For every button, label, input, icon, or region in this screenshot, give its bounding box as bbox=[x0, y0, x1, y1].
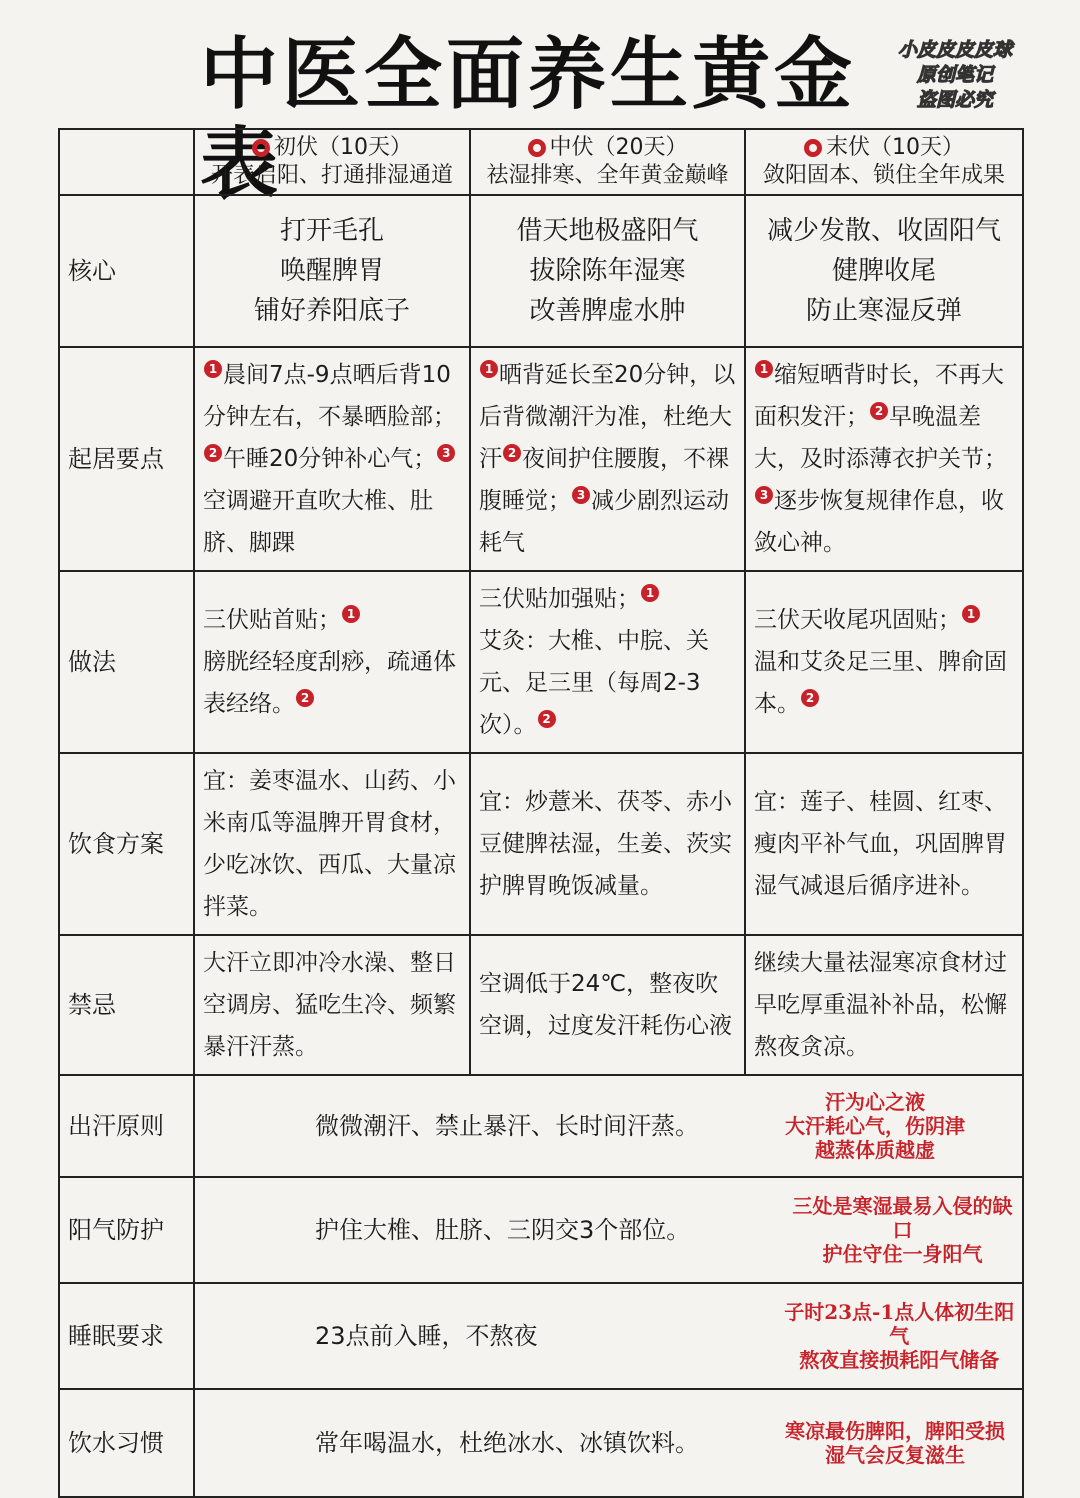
table-cell bbox=[745, 195, 1023, 347]
table-cell bbox=[745, 347, 1023, 571]
table-row-methods bbox=[59, 571, 1023, 753]
table-cell bbox=[470, 347, 745, 571]
row-label: 做法 bbox=[59, 571, 194, 753]
number-badge: 3 bbox=[755, 486, 773, 504]
table-cell: 空调低于24℃，整夜吹空调，过度发汗耗伤心液 bbox=[470, 935, 745, 1075]
note-line: 熬夜直接损耗阳气储备 bbox=[799, 1348, 1000, 1372]
cell-text: 早晚温差大，及时添薄衣护关节； bbox=[754, 404, 1007, 472]
row-label: 饮食方案 bbox=[59, 753, 194, 935]
number-badge: 2 bbox=[204, 444, 222, 462]
table-row-core bbox=[59, 195, 1023, 347]
wide-cell bbox=[194, 1283, 1023, 1389]
cell-text: 膀胱经轻度刮痧，疏通体表经络。 bbox=[203, 649, 456, 717]
column-header-zhongfu bbox=[470, 129, 745, 195]
number-badge: 2 bbox=[296, 689, 314, 707]
note-line: 护住守住一身阳气 bbox=[822, 1242, 983, 1266]
table-cell bbox=[470, 571, 745, 753]
wide-cell bbox=[194, 1389, 1023, 1497]
red-note bbox=[785, 1419, 1005, 1467]
table-cell: 宜：姜枣温水、山药、小米南瓜等温脾开胃食材，少吃冰饮、西瓜、大量凉拌菜。 bbox=[194, 753, 470, 935]
cell-text: 减少剧烈运动耗气 bbox=[479, 488, 729, 556]
table-row-diet bbox=[59, 753, 1023, 935]
note-line: 汗为心之液 bbox=[825, 1090, 925, 1114]
column-name: 末伏（10天） bbox=[826, 135, 964, 160]
wide-text: 护住大椎、肚脐、三阴交3个部位。 bbox=[315, 1216, 691, 1244]
column-name: 初伏（10天） bbox=[274, 135, 412, 160]
watermark bbox=[880, 38, 1030, 113]
table-row-taboo bbox=[59, 935, 1023, 1075]
cell-line: 减少发散、收固阳气 bbox=[766, 216, 1001, 246]
wide-text: 23点前入睡，不熬夜 bbox=[315, 1322, 538, 1350]
number-badge: 1 bbox=[480, 360, 498, 378]
table-cell: 继续大量祛湿寒凉食材过早吃厚重温补补品，松懈熬夜贪凉。 bbox=[745, 935, 1023, 1075]
table-cell bbox=[745, 571, 1023, 753]
red-note bbox=[783, 1194, 1022, 1266]
header-row bbox=[59, 129, 1023, 195]
note-line: 三处是寒湿最易入侵的缺口 bbox=[792, 1194, 1013, 1242]
page-title: 中医全面养生黄金表 bbox=[200, 29, 857, 210]
number-badge: 3 bbox=[437, 444, 455, 462]
table-cell: 宜：莲子、桂圆、红枣、瘦肉平补气血，巩固脾胃湿气减退后循序进补。 bbox=[745, 753, 1023, 935]
cell-line: 唤醒脾胃 bbox=[279, 256, 384, 286]
number-badge: 1 bbox=[342, 605, 360, 623]
red-note bbox=[776, 1300, 1022, 1372]
cell-line: 拔除陈年湿寒 bbox=[529, 256, 686, 286]
note-line: 寒凉最伤脾阳，脾阳受损 bbox=[785, 1419, 1005, 1443]
number-badge: 1 bbox=[204, 360, 222, 378]
row-label: 核心 bbox=[59, 195, 194, 347]
column-subtitle: 敛阳固本、锁住全年成果 bbox=[762, 163, 1005, 188]
table-cell: 宜：炒薏米、茯苓、赤小豆健脾祛湿，生姜、茨实护脾胃晚饭减量。 bbox=[470, 753, 745, 935]
health-table bbox=[58, 128, 1024, 1498]
number-badge: 2 bbox=[503, 444, 521, 462]
table-cell bbox=[470, 195, 745, 347]
table-cell bbox=[194, 195, 470, 347]
row-label: 睡眠要求 bbox=[59, 1283, 194, 1389]
corner-cell bbox=[59, 129, 194, 195]
cell-line: 铺好养阳底子 bbox=[253, 296, 410, 326]
column-subtitle: 开表启阳、打通排湿通道 bbox=[210, 163, 453, 188]
watermark-line: 盗图必究 bbox=[916, 89, 993, 111]
note-line: 子时23点-1点人体初生阳气 bbox=[784, 1300, 1015, 1348]
red-circle-icon bbox=[252, 139, 270, 157]
number-badge: 2 bbox=[538, 710, 556, 728]
row-label: 禁忌 bbox=[59, 935, 194, 1075]
cell-line: 健脾收尾 bbox=[831, 256, 936, 286]
row-label: 起居要点 bbox=[59, 347, 194, 571]
row-label: 饮水习惯 bbox=[59, 1389, 194, 1497]
cell-line: 改善脾虚水肿 bbox=[529, 296, 686, 326]
note-line: 湿气会反复滋生 bbox=[825, 1443, 965, 1467]
red-note bbox=[785, 1090, 965, 1162]
number-badge: 3 bbox=[572, 486, 590, 504]
table-row-drinking bbox=[59, 1389, 1023, 1497]
cell-text: 晨间7点-9点晒后背10分钟左右，不暴晒脸部； bbox=[203, 362, 456, 430]
cell-text: 缩短晒背时长，不再大面积发汗； bbox=[754, 362, 1004, 430]
number-badge: 1 bbox=[962, 605, 980, 623]
table-cell bbox=[194, 347, 470, 571]
wide-cell bbox=[194, 1177, 1023, 1283]
table-row-yang-protection bbox=[59, 1177, 1023, 1283]
table-cell: 大汗立即冲冷水澡、整日空调房、猛吃生冷、频繁暴汗汗蒸。 bbox=[194, 935, 470, 1075]
column-header-chufu bbox=[194, 129, 470, 195]
red-circle-icon bbox=[804, 139, 822, 157]
cell-text: 午睡20分钟补心气； bbox=[223, 446, 437, 472]
cell-line: 防止寒湿反弹 bbox=[805, 296, 962, 326]
column-header-mofu bbox=[745, 129, 1023, 195]
cell-text: 晒背延长至20分钟，以后背微潮汗为准，杜绝大汗 bbox=[479, 362, 736, 472]
table-row-sleep bbox=[59, 1283, 1023, 1389]
cell-line: 借天地极盛阳气 bbox=[516, 216, 699, 246]
cell-text: 空调避开直吹大椎、肚脐、脚踝 bbox=[203, 488, 433, 556]
note-line: 大汗耗心气，伤阴津 bbox=[785, 1114, 965, 1138]
cell-text: 三伏天收尾巩固贴； bbox=[754, 607, 961, 633]
cell-text: 三伏贴首贴； bbox=[203, 607, 341, 633]
red-circle-icon bbox=[528, 139, 546, 157]
number-badge: 1 bbox=[641, 584, 659, 602]
wide-cell bbox=[194, 1075, 1023, 1177]
number-badge: 1 bbox=[755, 360, 773, 378]
wide-text: 微微潮汗、禁止暴汗、长时间汗蒸。 bbox=[315, 1112, 699, 1140]
cell-text: 逐步恢复规律作息，收敛心神。 bbox=[754, 488, 1004, 556]
table-cell bbox=[194, 571, 470, 753]
column-name: 中伏（20天） bbox=[549, 135, 688, 160]
cell-text: 温和艾灸足三里、脾俞固本。 bbox=[754, 649, 1007, 717]
watermark-line: 小皮皮皮皮球 bbox=[897, 39, 1012, 61]
row-label: 阳气防护 bbox=[59, 1177, 194, 1283]
cell-text: 夜间护住腰腹，不裸腹睡觉； bbox=[479, 446, 729, 514]
cell-text: 三伏贴加强贴； bbox=[479, 586, 640, 612]
cell-line: 打开毛孔 bbox=[279, 216, 384, 246]
cell-text: 艾灸：大椎、中脘、关元、足三里（每周2-3次）。 bbox=[479, 628, 709, 738]
table-row-sweat bbox=[59, 1075, 1023, 1177]
number-badge: 2 bbox=[870, 402, 888, 420]
number-badge: 2 bbox=[801, 689, 819, 707]
note-line: 越蒸体质越虚 bbox=[815, 1138, 935, 1162]
watermark-line: 原创笔记 bbox=[916, 64, 993, 86]
column-subtitle: 祛湿排寒、全年黄金巅峰 bbox=[486, 163, 729, 188]
row-label: 出汗原则 bbox=[59, 1075, 194, 1177]
wide-text: 常年喝温水，杜绝冰水、冰镇饮料。 bbox=[315, 1429, 699, 1457]
table-row-daily-routine bbox=[59, 347, 1023, 571]
